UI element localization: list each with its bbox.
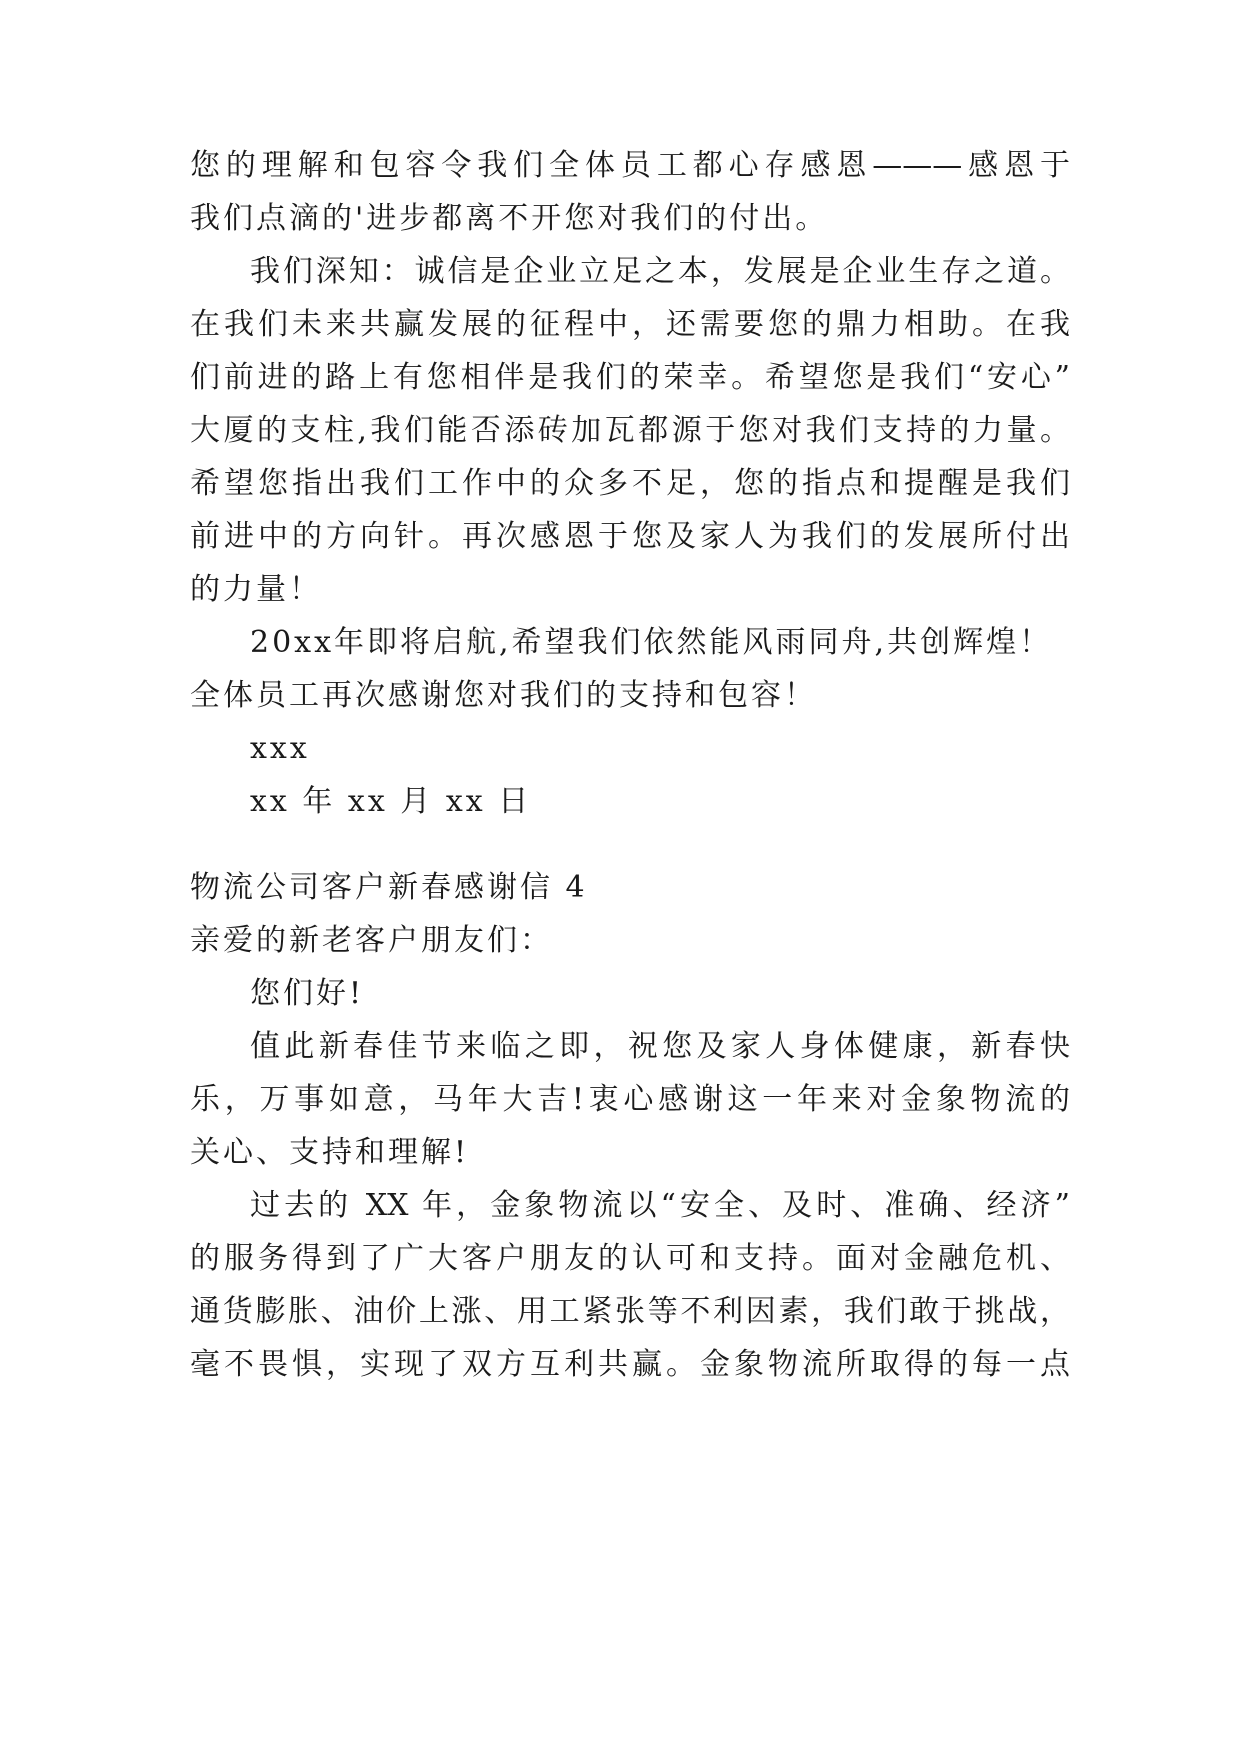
greeting: 您们好! xyxy=(250,976,365,1011)
salutation: 亲爱的新老客户朋友们： xyxy=(190,923,553,958)
body-line: 关心、支持和理解! xyxy=(190,1135,470,1170)
body-line: 您的理解和包容令我们全体员工都心存感恩———感恩于 xyxy=(190,148,1070,183)
letter-title: 物流公司客户新春感谢信 4 xyxy=(190,870,588,905)
body-line: 20xx年即将启航,希望我们依然能风雨同舟,共创辉煌！ xyxy=(250,625,1053,660)
body-line: 希望您指出我们工作中的众多不足，您的指点和提醒是我们 xyxy=(190,466,1070,501)
body-line: 乐，万事如意，马年大吉!衷心感谢这一年来对金象物流的 xyxy=(190,1082,1070,1117)
body-line: 值此新春佳节来临之即，祝您及家人身体健康，新春快 xyxy=(250,1029,1070,1064)
body-line: 我们点滴的'进步都离不开您对我们的付出。 xyxy=(190,201,829,236)
body-line: 前进中的方向针。再次感恩于您及家人为我们的发展所付出 xyxy=(190,519,1070,554)
body-line: 通货膨胀、油价上涨、用工紧张等不利因素，我们敢于挑战， xyxy=(190,1294,1070,1329)
body-line: 全体员工再次感谢您对我们的支持和包容！ xyxy=(190,678,817,713)
body-line: 我们深知：诚信是企业立足之本，发展是企业生存之道。 xyxy=(250,254,1070,289)
body-line: 们前进的路上有您相伴是我们的荣幸。希望您是我们“安心” xyxy=(190,360,1070,395)
body-line: 在我们未来共赢发展的征程中，还需要您的鼎力相助。在我 xyxy=(190,307,1070,342)
body-line: 大厦的支柱,我们能否添砖加瓦都源于您对我们支持的力量。 xyxy=(190,413,1070,448)
body-line: 的力量！ xyxy=(190,572,322,607)
body-line: 过去的 XX 年，金象物流以“安全、及时、准确、经济” xyxy=(250,1188,1070,1223)
body-line: 毫不畏惧，实现了双方互利共赢。金象物流所取得的每一点 xyxy=(190,1347,1070,1382)
signature-date: xx 年 xx 月 xx 日 xyxy=(250,784,532,819)
signature-name: xxx xyxy=(250,731,310,766)
body-line: 的服务得到了广大客户朋友的认可和支持。面对金融危机、 xyxy=(190,1241,1070,1276)
